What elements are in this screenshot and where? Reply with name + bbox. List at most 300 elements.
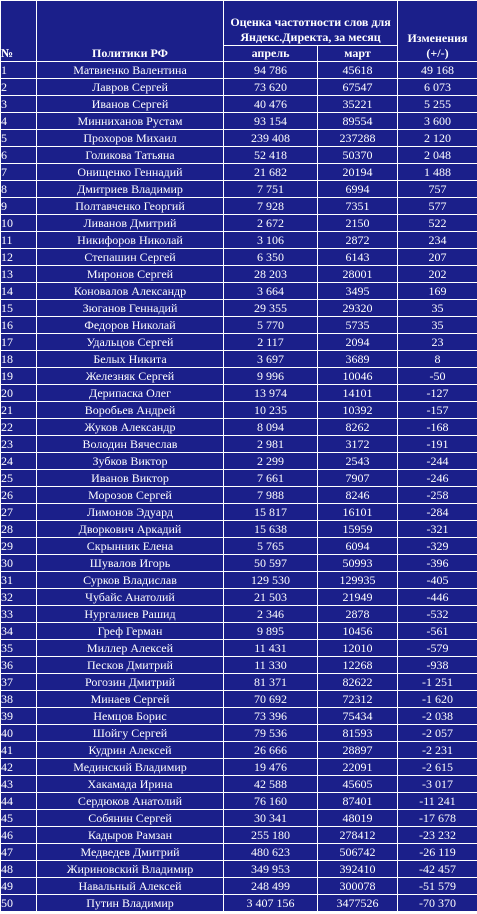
april-value: 480 623 xyxy=(224,844,318,861)
politician-name: Минаев Сергей xyxy=(37,691,224,708)
row-number: 14 xyxy=(1,283,37,300)
change-value: -168 xyxy=(398,419,477,436)
change-value: -3 017 xyxy=(398,776,477,793)
march-value: 506742 xyxy=(318,844,398,861)
politician-name: Лавров Сергей xyxy=(37,79,224,96)
row-number: 11 xyxy=(1,232,37,249)
march-value: 3172 xyxy=(318,436,398,453)
row-number: 12 xyxy=(1,249,37,266)
march-value: 35221 xyxy=(318,96,398,113)
row-number: 37 xyxy=(1,674,37,691)
table-row xyxy=(1,96,477,113)
march-value: 392410 xyxy=(318,861,398,878)
table-row xyxy=(1,419,477,436)
april-value: 8 094 xyxy=(224,419,318,436)
row-number: 50 xyxy=(1,895,37,912)
march-value: 3477526 xyxy=(318,895,398,912)
politician-name: Зубков Виктор xyxy=(37,453,224,470)
table-row xyxy=(1,300,477,317)
april-value: 255 180 xyxy=(224,827,318,844)
table-row xyxy=(1,198,477,215)
politician-name: Ливанов Дмитрий xyxy=(37,215,224,232)
politician-name: Прохоров Михаил xyxy=(37,130,224,147)
politician-name: Миллер Алексей xyxy=(37,640,224,657)
april-value: 11 431 xyxy=(224,640,318,657)
row-number: 19 xyxy=(1,368,37,385)
table-row xyxy=(1,640,477,657)
april-value: 10 235 xyxy=(224,402,318,419)
politician-name: Минниханов Рустам xyxy=(37,113,224,130)
politician-name: Путин Владимир xyxy=(37,895,224,912)
march-value: 6143 xyxy=(318,249,398,266)
march-value: 10456 xyxy=(318,623,398,640)
table-row xyxy=(1,555,477,572)
march-value: 12010 xyxy=(318,640,398,657)
change-value: -258 xyxy=(398,487,477,504)
change-value: -405 xyxy=(398,572,477,589)
march-value: 50993 xyxy=(318,555,398,572)
change-value: -11 241 xyxy=(398,793,477,810)
politician-name: Федоров Николай xyxy=(37,317,224,334)
politician-name: Навальный Алексей xyxy=(37,878,224,895)
march-value: 6094 xyxy=(318,538,398,555)
table-row xyxy=(1,623,477,640)
change-value: 35 xyxy=(398,300,477,317)
row-number: 35 xyxy=(1,640,37,657)
row-number: 22 xyxy=(1,419,37,436)
table-row xyxy=(1,368,477,385)
row-number: 34 xyxy=(1,623,37,640)
row-number: 8 xyxy=(1,181,37,198)
change-value: 23 xyxy=(398,334,477,351)
politician-name: Дерипаска Олег xyxy=(37,385,224,402)
politician-name: Песков Дмитрий xyxy=(37,657,224,674)
table-row xyxy=(1,521,477,538)
row-number: 32 xyxy=(1,589,37,606)
change-value: 3 600 xyxy=(398,113,477,130)
row-number: 44 xyxy=(1,793,37,810)
row-number: 17 xyxy=(1,334,37,351)
march-value: 300078 xyxy=(318,878,398,895)
politician-name: Дмитриев Владимир xyxy=(37,181,224,198)
march-value: 45618 xyxy=(318,62,398,79)
row-number: 25 xyxy=(1,470,37,487)
table-row xyxy=(1,844,477,861)
politician-name: Кудрин Алексей xyxy=(37,742,224,759)
header-estimate: Оценка частотности слов для Яндекс.Директа, за месяц xyxy=(224,1,398,46)
row-number: 46 xyxy=(1,827,37,844)
april-value: 7 988 xyxy=(224,487,318,504)
april-value: 28 203 xyxy=(224,266,318,283)
row-number: 16 xyxy=(1,317,37,334)
march-value: 21949 xyxy=(318,589,398,606)
politician-name: Рогозин Дмитрий xyxy=(37,674,224,691)
april-value: 50 597 xyxy=(224,555,318,572)
politician-name: Медведев Дмитрий xyxy=(37,844,224,861)
april-value: 2 981 xyxy=(224,436,318,453)
change-value: -2 038 xyxy=(398,708,477,725)
politician-name: Морозов Сергей xyxy=(37,487,224,504)
row-number: 28 xyxy=(1,521,37,538)
april-value: 6 350 xyxy=(224,249,318,266)
april-value: 15 638 xyxy=(224,521,318,538)
april-value: 76 160 xyxy=(224,793,318,810)
change-value: 522 xyxy=(398,215,477,232)
politician-name: Онищенко Геннадий xyxy=(37,164,224,181)
april-value: 3 664 xyxy=(224,283,318,300)
row-number: 36 xyxy=(1,657,37,674)
april-value: 7 751 xyxy=(224,181,318,198)
april-value: 15 817 xyxy=(224,504,318,521)
march-value: 29320 xyxy=(318,300,398,317)
table-row xyxy=(1,317,477,334)
table-row xyxy=(1,861,477,878)
april-value: 7 661 xyxy=(224,470,318,487)
row-number: 10 xyxy=(1,215,37,232)
change-value: -127 xyxy=(398,385,477,402)
politician-name: Дворкович Аркадий xyxy=(37,521,224,538)
politician-name: Железняк Сергей xyxy=(37,368,224,385)
politician-name: Кадыров Рамзан xyxy=(37,827,224,844)
april-value: 21 503 xyxy=(224,589,318,606)
change-value: 49 168 xyxy=(398,62,477,79)
april-value: 73 620 xyxy=(224,79,318,96)
table-row xyxy=(1,232,477,249)
table-row xyxy=(1,827,477,844)
april-value: 93 154 xyxy=(224,113,318,130)
march-value: 278412 xyxy=(318,827,398,844)
table-row xyxy=(1,725,477,742)
table-row xyxy=(1,572,477,589)
row-number: 20 xyxy=(1,385,37,402)
april-value: 5 765 xyxy=(224,538,318,555)
change-value: 234 xyxy=(398,232,477,249)
change-value: -532 xyxy=(398,606,477,623)
politician-name: Матвиенко Валентина xyxy=(37,62,224,79)
april-value: 7 928 xyxy=(224,198,318,215)
march-value: 16101 xyxy=(318,504,398,521)
change-value: -938 xyxy=(398,657,477,674)
change-value: -2 057 xyxy=(398,725,477,742)
table-row xyxy=(1,691,477,708)
april-value: 70 692 xyxy=(224,691,318,708)
row-number: 39 xyxy=(1,708,37,725)
row-number: 38 xyxy=(1,691,37,708)
politician-name: Воробьев Андрей xyxy=(37,402,224,419)
april-value: 2 117 xyxy=(224,334,318,351)
header-number: № xyxy=(1,1,37,62)
march-value: 22091 xyxy=(318,759,398,776)
april-value: 2 346 xyxy=(224,606,318,623)
change-value: -42 457 xyxy=(398,861,477,878)
march-value: 81593 xyxy=(318,725,398,742)
politician-name: Степашин Сергей xyxy=(37,249,224,266)
march-value: 3495 xyxy=(318,283,398,300)
table-row xyxy=(1,385,477,402)
politician-name: Коновалов Александр xyxy=(37,283,224,300)
politician-name: Никифоров Николай xyxy=(37,232,224,249)
header-march: март xyxy=(318,46,398,62)
april-value: 2 672 xyxy=(224,215,318,232)
change-value: -329 xyxy=(398,538,477,555)
march-value: 89554 xyxy=(318,113,398,130)
table-row xyxy=(1,249,477,266)
april-value: 40 476 xyxy=(224,96,318,113)
table-row xyxy=(1,793,477,810)
change-value: 2 120 xyxy=(398,130,477,147)
politician-name: Немцов Борис xyxy=(37,708,224,725)
table-row xyxy=(1,538,477,555)
header-april: апрель xyxy=(224,46,318,62)
change-value: -396 xyxy=(398,555,477,572)
table-row xyxy=(1,878,477,895)
change-value: -23 232 xyxy=(398,827,477,844)
march-value: 7907 xyxy=(318,470,398,487)
politician-name: Белых Никита xyxy=(37,351,224,368)
row-number: 18 xyxy=(1,351,37,368)
politician-name: Иванов Виктор xyxy=(37,470,224,487)
politician-name: Миронов Сергей xyxy=(37,266,224,283)
change-value: -2 231 xyxy=(398,742,477,759)
change-value: 6 073 xyxy=(398,79,477,96)
march-value: 10392 xyxy=(318,402,398,419)
april-value: 29 355 xyxy=(224,300,318,317)
march-value: 2878 xyxy=(318,606,398,623)
april-value: 129 530 xyxy=(224,572,318,589)
politician-name: Удальцов Сергей xyxy=(37,334,224,351)
row-number: 45 xyxy=(1,810,37,827)
march-value: 2094 xyxy=(318,334,398,351)
march-value: 28001 xyxy=(318,266,398,283)
row-number: 33 xyxy=(1,606,37,623)
april-value: 3 697 xyxy=(224,351,318,368)
april-value: 79 536 xyxy=(224,725,318,742)
row-number: 43 xyxy=(1,776,37,793)
change-value: 1 488 xyxy=(398,164,477,181)
march-value: 82622 xyxy=(318,674,398,691)
march-value: 2872 xyxy=(318,232,398,249)
april-value: 239 408 xyxy=(224,130,318,147)
april-value: 13 974 xyxy=(224,385,318,402)
politician-name: Мединский Владимир xyxy=(37,759,224,776)
march-value: 45605 xyxy=(318,776,398,793)
politician-name: Зюганов Геннадий xyxy=(37,300,224,317)
april-value: 9 895 xyxy=(224,623,318,640)
row-number: 7 xyxy=(1,164,37,181)
change-value: -50 xyxy=(398,368,477,385)
table-row xyxy=(1,487,477,504)
april-value: 21 682 xyxy=(224,164,318,181)
march-value: 72312 xyxy=(318,691,398,708)
change-value: -2 615 xyxy=(398,759,477,776)
change-value: -51 579 xyxy=(398,878,477,895)
change-value: -26 119 xyxy=(398,844,477,861)
row-number: 40 xyxy=(1,725,37,742)
politician-name: Иванов Сергей xyxy=(37,96,224,113)
march-value: 67547 xyxy=(318,79,398,96)
march-value: 8262 xyxy=(318,419,398,436)
table-row xyxy=(1,283,477,300)
row-number: 21 xyxy=(1,402,37,419)
change-value: -17 678 xyxy=(398,810,477,827)
change-value: -561 xyxy=(398,623,477,640)
april-value: 26 666 xyxy=(224,742,318,759)
politician-name: Хакамада Ирина xyxy=(37,776,224,793)
april-value: 52 418 xyxy=(224,147,318,164)
politician-name: Жириновский Владимир xyxy=(37,861,224,878)
politician-name: Голикова Татьяна xyxy=(37,147,224,164)
table-row xyxy=(1,895,477,912)
politician-name: Полтавченко Георгий xyxy=(37,198,224,215)
april-value: 2 299 xyxy=(224,453,318,470)
row-number: 13 xyxy=(1,266,37,283)
change-value: 2 048 xyxy=(398,147,477,164)
politician-name: Шойгу Сергей xyxy=(37,725,224,742)
table-row xyxy=(1,266,477,283)
april-value: 30 341 xyxy=(224,810,318,827)
change-value: 757 xyxy=(398,181,477,198)
april-value: 9 996 xyxy=(224,368,318,385)
row-number: 2 xyxy=(1,79,37,96)
politician-name: Нургалиев Рашид xyxy=(37,606,224,623)
politician-name: Чубайс Анатолий xyxy=(37,589,224,606)
change-value: -70 370 xyxy=(398,895,477,912)
table-row xyxy=(1,708,477,725)
change-value: -284 xyxy=(398,504,477,521)
politician-name: Шувалов Игорь xyxy=(37,555,224,572)
politician-name: Володин Вячеслав xyxy=(37,436,224,453)
table-row xyxy=(1,147,477,164)
march-value: 75434 xyxy=(318,708,398,725)
table-row xyxy=(1,334,477,351)
april-value: 19 476 xyxy=(224,759,318,776)
march-value: 50370 xyxy=(318,147,398,164)
row-number: 1 xyxy=(1,62,37,79)
march-value: 2150 xyxy=(318,215,398,232)
march-value: 28897 xyxy=(318,742,398,759)
march-value: 10046 xyxy=(318,368,398,385)
change-value: 5 255 xyxy=(398,96,477,113)
politician-name: Жуков Александр xyxy=(37,419,224,436)
row-number: 9 xyxy=(1,198,37,215)
politician-name: Скрынник Елена xyxy=(37,538,224,555)
table-row xyxy=(1,810,477,827)
march-value: 20194 xyxy=(318,164,398,181)
change-value: -1 251 xyxy=(398,674,477,691)
change-value: -244 xyxy=(398,453,477,470)
row-number: 30 xyxy=(1,555,37,572)
march-value: 8246 xyxy=(318,487,398,504)
april-value: 42 588 xyxy=(224,776,318,793)
change-value: -579 xyxy=(398,640,477,657)
table-row xyxy=(1,759,477,776)
row-number: 26 xyxy=(1,487,37,504)
march-value: 15959 xyxy=(318,521,398,538)
april-value: 3 407 156 xyxy=(224,895,318,912)
april-value: 3 106 xyxy=(224,232,318,249)
politician-name: Сердюков Анатолий xyxy=(37,793,224,810)
row-number: 41 xyxy=(1,742,37,759)
change-value: -446 xyxy=(398,589,477,606)
change-value: -191 xyxy=(398,436,477,453)
change-value: -321 xyxy=(398,521,477,538)
table-row xyxy=(1,470,477,487)
change-value: -1 620 xyxy=(398,691,477,708)
march-value: 7351 xyxy=(318,198,398,215)
row-number: 42 xyxy=(1,759,37,776)
march-value: 237288 xyxy=(318,130,398,147)
row-number: 47 xyxy=(1,844,37,861)
table-row xyxy=(1,776,477,793)
row-number: 3 xyxy=(1,96,37,113)
april-value: 73 396 xyxy=(224,708,318,725)
header-politicians: Политики РФ xyxy=(37,1,224,62)
table-row xyxy=(1,351,477,368)
table-row xyxy=(1,181,477,198)
row-number: 5 xyxy=(1,130,37,147)
april-value: 5 770 xyxy=(224,317,318,334)
row-number: 15 xyxy=(1,300,37,317)
politician-name: Лимонов Эдуард xyxy=(37,504,224,521)
row-number: 27 xyxy=(1,504,37,521)
march-value: 2543 xyxy=(318,453,398,470)
april-value: 94 786 xyxy=(224,62,318,79)
table-row xyxy=(1,674,477,691)
row-number: 48 xyxy=(1,861,37,878)
change-value: -157 xyxy=(398,402,477,419)
row-number: 31 xyxy=(1,572,37,589)
table-row xyxy=(1,164,477,181)
april-value: 81 371 xyxy=(224,674,318,691)
header-changes: Изменения (+/-) xyxy=(398,1,477,62)
april-value: 11 330 xyxy=(224,657,318,674)
row-number: 23 xyxy=(1,436,37,453)
march-value: 14101 xyxy=(318,385,398,402)
table-row xyxy=(1,130,477,147)
change-value: 169 xyxy=(398,283,477,300)
table-row xyxy=(1,606,477,623)
row-number: 6 xyxy=(1,147,37,164)
row-number: 24 xyxy=(1,453,37,470)
change-value: 8 xyxy=(398,351,477,368)
march-value: 87401 xyxy=(318,793,398,810)
april-value: 248 499 xyxy=(224,878,318,895)
change-value: 202 xyxy=(398,266,477,283)
table-row xyxy=(1,453,477,470)
march-value: 129935 xyxy=(318,572,398,589)
change-value: 577 xyxy=(398,198,477,215)
table-row xyxy=(1,742,477,759)
politician-name: Сурков Владислав xyxy=(37,572,224,589)
table-row xyxy=(1,79,477,96)
politician-name: Собянин Сергей xyxy=(37,810,224,827)
april-value: 349 953 xyxy=(224,861,318,878)
row-number: 4 xyxy=(1,113,37,130)
table-row xyxy=(1,62,477,79)
table-row xyxy=(1,657,477,674)
table-row xyxy=(1,589,477,606)
table-row xyxy=(1,504,477,521)
march-value: 6994 xyxy=(318,181,398,198)
table-row xyxy=(1,402,477,419)
change-value: 35 xyxy=(398,317,477,334)
change-value: -246 xyxy=(398,470,477,487)
politician-name: Греф Герман xyxy=(37,623,224,640)
change-value: 207 xyxy=(398,249,477,266)
table-row xyxy=(1,113,477,130)
march-value: 3689 xyxy=(318,351,398,368)
table-row xyxy=(1,436,477,453)
